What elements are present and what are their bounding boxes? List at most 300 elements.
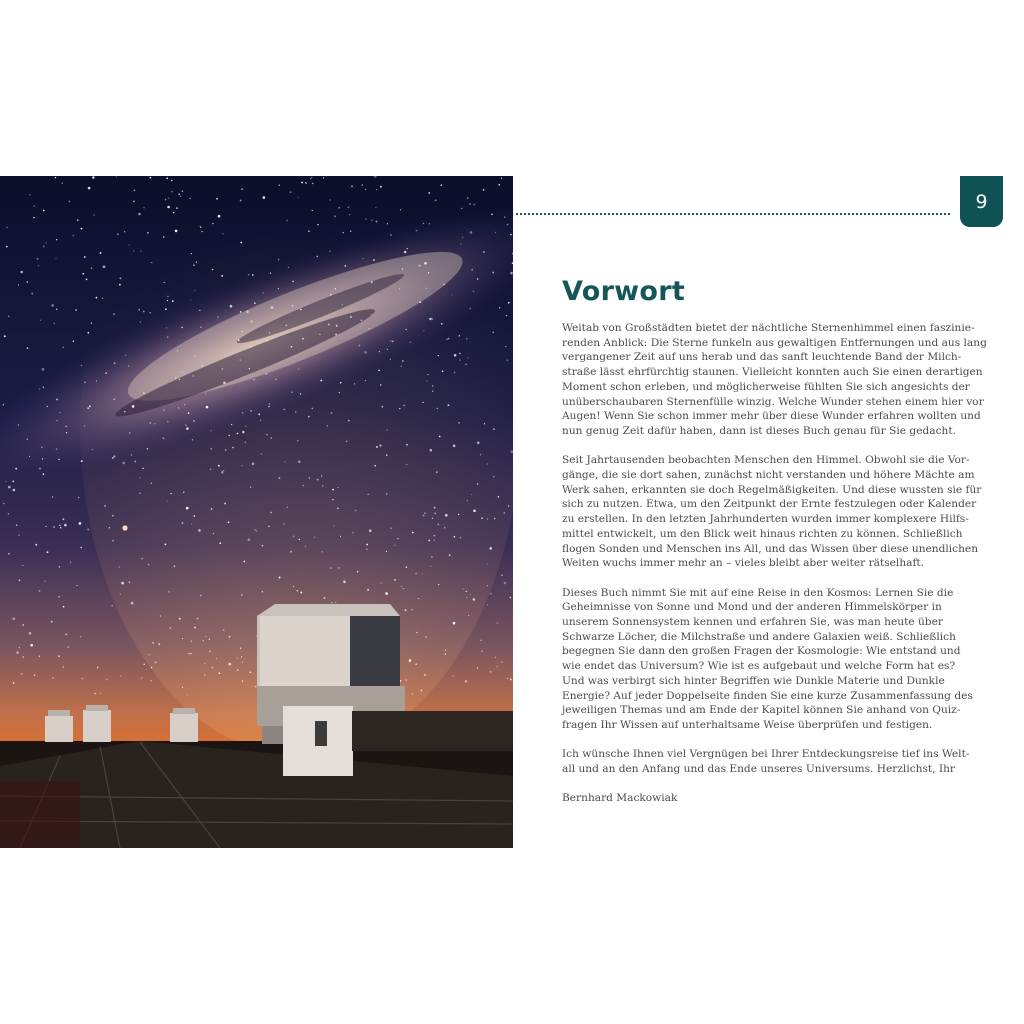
- star: [331, 412, 333, 414]
- star: [473, 598, 476, 601]
- star: [371, 220, 372, 221]
- star: [507, 224, 509, 226]
- star: [166, 500, 167, 501]
- star: [338, 207, 340, 209]
- star: [55, 177, 56, 178]
- star: [19, 647, 21, 649]
- star: [466, 597, 467, 598]
- star: [453, 622, 456, 625]
- star: [75, 309, 77, 311]
- star: [8, 513, 9, 514]
- star: [435, 199, 437, 201]
- star: [425, 636, 427, 638]
- star: [429, 318, 431, 320]
- star: [467, 357, 468, 358]
- star: [121, 582, 124, 585]
- star: [129, 245, 130, 246]
- star: [58, 459, 60, 461]
- star: [248, 539, 251, 542]
- star: [30, 644, 33, 647]
- star: [190, 653, 192, 655]
- star: [119, 566, 121, 568]
- star: [327, 425, 328, 426]
- star: [148, 654, 150, 656]
- star: [218, 215, 221, 218]
- star: [403, 405, 405, 407]
- star: [255, 529, 256, 530]
- star: [487, 563, 488, 564]
- text-line: straße lässt ehrfürchtig staunen. Vielleicht konnten auch Sie einen derartigen: [562, 366, 983, 379]
- text-line: Moment schon erleben, und möglicherweise fühlten Sie sich angesichts der: [562, 380, 970, 393]
- star: [167, 421, 169, 423]
- star: [380, 186, 382, 188]
- star: [167, 300, 168, 301]
- star: [446, 339, 447, 340]
- text-line: Energie? Auf jeder Doppelseite finden Sie eine kurze Zusammenfassung des: [562, 689, 973, 702]
- star: [139, 477, 140, 478]
- star: [66, 432, 67, 433]
- star: [8, 553, 10, 555]
- star: [92, 176, 95, 179]
- star: [458, 514, 459, 515]
- star: [390, 359, 391, 360]
- star: [270, 272, 271, 273]
- star: [400, 209, 401, 210]
- star: [39, 468, 41, 470]
- star: [56, 398, 58, 400]
- star: [310, 178, 311, 179]
- star: [491, 214, 493, 216]
- star: [167, 296, 168, 297]
- star: [39, 656, 40, 657]
- star: [8, 316, 9, 317]
- star: [240, 311, 242, 313]
- star: [365, 189, 366, 190]
- star: [340, 382, 342, 384]
- star: [65, 633, 67, 635]
- star: [250, 487, 251, 488]
- star: [454, 536, 456, 538]
- star: [152, 642, 154, 644]
- star: [428, 192, 430, 194]
- star: [412, 532, 414, 534]
- star: [128, 365, 129, 366]
- star: [268, 526, 269, 527]
- star: [411, 609, 413, 611]
- star: [445, 514, 448, 517]
- star: [91, 267, 93, 269]
- star: [422, 573, 423, 574]
- star: [250, 410, 252, 412]
- star: [493, 428, 494, 429]
- text-line: wie endet das Universum? Wie ist es aufgebaut und welche Form hat es?: [562, 660, 956, 673]
- star: [179, 618, 181, 620]
- star: [63, 518, 65, 520]
- star: [420, 265, 421, 266]
- star: [348, 420, 350, 422]
- star: [223, 382, 226, 385]
- star: [466, 338, 467, 339]
- text-line: Augen! Wenn Sie schon immer mehr über diese Wunder erfahren wollten und: [562, 410, 981, 423]
- star: [113, 399, 114, 400]
- star: [418, 265, 419, 266]
- star: [390, 527, 392, 529]
- star: [241, 465, 242, 466]
- star: [493, 476, 494, 477]
- star: [190, 300, 191, 301]
- star: [262, 545, 264, 547]
- star: [216, 198, 218, 200]
- star: [432, 390, 434, 392]
- star: [194, 356, 196, 358]
- star: [336, 325, 338, 327]
- page-number-tab: [960, 176, 1003, 227]
- star: [459, 335, 461, 337]
- star: [487, 518, 488, 519]
- star: [114, 362, 116, 364]
- star: [211, 667, 213, 669]
- star: [278, 259, 279, 260]
- star: [124, 231, 125, 232]
- star: [210, 448, 212, 450]
- text-line: zu erstellen. In den letzten Jahrhunderten wurden immer komplexere Hilfs-: [562, 513, 969, 526]
- star: [140, 321, 142, 323]
- star: [79, 522, 82, 525]
- star: [471, 494, 472, 495]
- star: [332, 499, 333, 500]
- star: [432, 385, 433, 386]
- star: [497, 622, 499, 624]
- star: [230, 305, 233, 308]
- star: [308, 416, 310, 418]
- star: [361, 319, 363, 321]
- star: [368, 328, 370, 330]
- star: [112, 605, 113, 606]
- star: [386, 493, 387, 494]
- star: [93, 214, 95, 216]
- star: [298, 460, 301, 463]
- star: [147, 448, 149, 450]
- star: [104, 505, 106, 507]
- star: [209, 651, 210, 652]
- star: [198, 529, 201, 532]
- star: [284, 461, 285, 462]
- star: [347, 206, 349, 208]
- star: [328, 324, 330, 326]
- star: [51, 621, 53, 623]
- star: [193, 515, 195, 517]
- star: [67, 646, 69, 648]
- star: [43, 386, 44, 387]
- star: [139, 492, 141, 494]
- star: [401, 366, 402, 367]
- star: [63, 666, 64, 667]
- star: [91, 322, 93, 324]
- star: [250, 346, 252, 348]
- star: [435, 513, 436, 514]
- star: [428, 540, 430, 542]
- star: [467, 197, 468, 198]
- star: [206, 406, 209, 409]
- star: [355, 510, 357, 512]
- star: [87, 332, 89, 334]
- star: [204, 663, 205, 664]
- star: [205, 393, 206, 394]
- star: [112, 540, 114, 542]
- star: [250, 671, 252, 673]
- star: [209, 639, 210, 640]
- star: [88, 187, 91, 190]
- star: [283, 523, 284, 524]
- star: [131, 602, 134, 605]
- star: [462, 237, 463, 238]
- star: [380, 582, 381, 583]
- star: [335, 602, 336, 603]
- star: [459, 360, 460, 361]
- star: [200, 595, 201, 596]
- star: [211, 508, 213, 510]
- star: [151, 482, 152, 483]
- star: [120, 676, 121, 677]
- text-line: all und an den Anfang und das Ende unseres Universums. Herzlichst, Ihr: [562, 763, 955, 776]
- star: [182, 687, 183, 688]
- star: [351, 185, 353, 187]
- star: [407, 248, 408, 249]
- star: [366, 549, 367, 550]
- star: [387, 223, 388, 224]
- star: [97, 667, 98, 668]
- star: [418, 598, 419, 599]
- star: [59, 566, 61, 568]
- star: [269, 332, 270, 333]
- star: [399, 288, 400, 289]
- star: [371, 281, 373, 283]
- star: [248, 274, 250, 276]
- star: [291, 346, 293, 348]
- star: [365, 219, 366, 220]
- star: [96, 380, 97, 381]
- star: [81, 678, 83, 680]
- star: [483, 189, 485, 191]
- star: [335, 288, 336, 289]
- star: [129, 432, 130, 433]
- star: [454, 354, 457, 357]
- star: [164, 282, 165, 283]
- star: [184, 404, 186, 406]
- star: [150, 422, 151, 423]
- star: [373, 259, 375, 261]
- star: [52, 496, 53, 497]
- star: [60, 527, 62, 529]
- star: [260, 420, 261, 421]
- star: [202, 365, 203, 366]
- star: [405, 679, 407, 681]
- star: [70, 562, 71, 563]
- star: [13, 489, 16, 492]
- star: [3, 404, 4, 405]
- star: [473, 290, 475, 292]
- star: [193, 375, 194, 376]
- star: [441, 323, 443, 325]
- star: [44, 580, 46, 582]
- star: [510, 272, 513, 275]
- star: [158, 643, 160, 645]
- star: [171, 180, 173, 182]
- star: [404, 251, 407, 254]
- star: [354, 383, 355, 384]
- star: [77, 219, 79, 221]
- star: [18, 425, 19, 426]
- star: [508, 505, 509, 506]
- star: [254, 302, 256, 304]
- star: [84, 256, 86, 258]
- star: [18, 534, 19, 535]
- star: [54, 323, 55, 324]
- star: [196, 262, 197, 263]
- star: [409, 659, 412, 662]
- star: [467, 500, 468, 501]
- star: [292, 281, 294, 283]
- star: [385, 592, 388, 595]
- star: [489, 547, 492, 550]
- star: [147, 232, 149, 234]
- star: [484, 423, 485, 424]
- star: [193, 420, 195, 422]
- star: [320, 380, 322, 382]
- star: [241, 594, 242, 595]
- star: [117, 234, 118, 235]
- text-line: nun genug Zeit dafür haben, dann ist dieses Buch genau für Sie gedacht.: [562, 424, 956, 437]
- star: [297, 440, 299, 442]
- star: [15, 468, 17, 470]
- star: [378, 369, 380, 371]
- star: [498, 184, 500, 186]
- star: [141, 678, 142, 679]
- star: [470, 231, 473, 234]
- star: [242, 331, 243, 332]
- star: [87, 407, 89, 409]
- star: [424, 674, 427, 677]
- star: [47, 406, 48, 407]
- star: [460, 537, 461, 538]
- star: [26, 281, 28, 283]
- star: [204, 674, 205, 675]
- text-line: jeweiligen Themas und am Ende der Kapitel können Sie anhand von Quiz-: [562, 704, 961, 717]
- star: [504, 582, 507, 585]
- star: [62, 183, 63, 184]
- star: [297, 197, 298, 198]
- star: [232, 447, 233, 448]
- star: [143, 311, 145, 313]
- star: [419, 301, 421, 303]
- star: [191, 253, 192, 254]
- star: [223, 630, 224, 631]
- star: [321, 551, 322, 552]
- star: [443, 284, 445, 286]
- star: [72, 235, 74, 237]
- star: [269, 403, 270, 404]
- star: [178, 193, 180, 195]
- star: [423, 330, 424, 331]
- star: [150, 680, 152, 682]
- star: [81, 365, 83, 367]
- star: [168, 591, 170, 593]
- star: [367, 589, 369, 591]
- star: [56, 448, 57, 449]
- star: [302, 338, 304, 340]
- star: [416, 632, 418, 634]
- star: [143, 392, 145, 394]
- star: [221, 275, 223, 277]
- star: [495, 657, 496, 658]
- star: [507, 359, 509, 361]
- star: [252, 274, 254, 276]
- star: [219, 542, 221, 544]
- star: [423, 223, 424, 224]
- star: [165, 308, 167, 310]
- star: [174, 565, 176, 567]
- star: [463, 588, 464, 589]
- star: [461, 208, 462, 209]
- star: [58, 596, 60, 598]
- star: [143, 207, 144, 208]
- star: [471, 269, 473, 271]
- star: [191, 640, 192, 641]
- text-line: gänge, die sie dort sahen, zunächst nicht verstanden und höhere Mächte am: [562, 469, 975, 482]
- star: [43, 246, 45, 248]
- star: [179, 379, 180, 380]
- star: [199, 310, 200, 311]
- star: [163, 409, 164, 410]
- star: [303, 485, 304, 486]
- star: [206, 636, 207, 637]
- star: [406, 444, 408, 446]
- star: [29, 632, 32, 635]
- text-line: mittel entwickelt, um den Blick weit hinaus richten zu können. Schließlich: [562, 527, 963, 540]
- star: [41, 446, 43, 448]
- star: [180, 196, 181, 197]
- star: [434, 535, 436, 537]
- star: [317, 224, 318, 225]
- star: [187, 694, 188, 695]
- star: [237, 433, 239, 435]
- star: [134, 461, 136, 463]
- star: [263, 292, 264, 293]
- text-line: Schwarze Löcher, die Milchstraße und andere Galaxien weiß. Schließlich: [562, 630, 956, 643]
- star: [335, 334, 337, 336]
- star: [380, 384, 381, 385]
- star: [237, 669, 239, 671]
- star: [481, 650, 482, 651]
- text-line: sich zu nutzen. Etwa, um den Zeitpunkt der Ernte festzulegen oder Kalender: [562, 498, 977, 511]
- star: [499, 307, 500, 308]
- star: [94, 693, 96, 695]
- star: [458, 422, 459, 423]
- star: [437, 408, 438, 409]
- star: [379, 351, 380, 352]
- star: [394, 545, 395, 546]
- star: [56, 420, 57, 421]
- star: [442, 370, 444, 372]
- star: [29, 194, 30, 195]
- star: [80, 547, 82, 549]
- star: [56, 309, 58, 311]
- star: [445, 649, 446, 650]
- text-line: fragen Ihr Wissen auf unterhaltsame Weise überprüfen und festigen.: [562, 718, 933, 731]
- author-signature: Bernhard Mackowiak: [562, 792, 678, 805]
- star: [116, 176, 117, 177]
- star: [266, 434, 267, 435]
